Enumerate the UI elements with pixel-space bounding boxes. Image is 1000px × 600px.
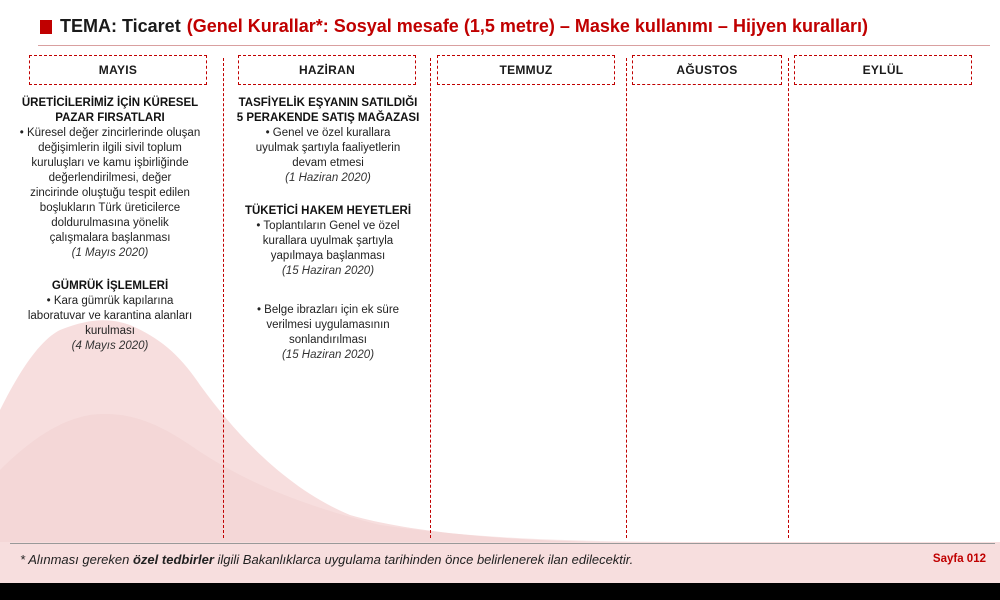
column-divider [430,58,431,538]
section-title: 5 PERAKENDE SATIŞ MAĞAZASI [236,112,420,124]
bullet-text: uyulmak şartıyla faaliyetlerin [255,142,401,154]
page-number: Sayfa 012 [932,553,986,565]
header-divider [38,45,990,46]
section-title: PAZAR FIRSATLARI [55,112,165,124]
header-bullet-square [40,20,52,34]
column-divider [223,58,224,538]
bullet-text: kurulması [85,325,135,337]
month-header-haziran: HAZİRAN [238,55,416,85]
bullet-text: • Toplantıların Genel ve özel [256,220,400,232]
bullet-text: değişimlerin ilgili sivil toplum [38,142,182,154]
bullet-text: • Küresel değer zincirlerinde oluşan [19,127,201,139]
column-mayis [2,96,218,354]
bullet-text: kurallara uyulmak şartıyla [262,235,394,247]
bullet-text: değerlendirilmesi, değer [48,172,172,184]
date-label: (4 Mayıs 2020) [71,340,149,352]
section-title: TASFİYELİK EŞYANIN SATILDIĞI [238,97,418,109]
bullet-text: doldurulmasına yönelik [51,217,169,229]
date-label: (1 Mayıs 2020) [71,247,149,259]
bullet-text: kuruluşları ve kamu işbirliğinde [31,157,189,169]
date-label: (15 Haziran 2020) [281,265,375,277]
bullet-text: devam etmesi [292,157,364,169]
bullet-text: çalışmalara başlanması [49,232,171,244]
section-title: GÜMRÜK İŞLEMLERİ [51,280,169,292]
column-divider [788,58,789,538]
date-label: (1 Haziran 2020) [285,172,371,184]
section-title: TÜKETİCİ HAKEM HEYETLERİ [244,205,412,217]
bullet-text: laboratuvar ve karantina alanları [27,310,193,322]
bullet-text: • Kara gümrük kapılarına [46,295,174,307]
bullet-text: verilmesi uygulamasının [266,319,390,331]
column-divider [626,58,627,538]
date-label: (15 Haziran 2020) [281,349,375,361]
page-title: TEMA: Ticaret [60,16,181,36]
bullet-text: • Belge ibrazları için ek süre [256,304,400,316]
bullet-text: boşlukların Türk üreticilerce [39,202,181,214]
bullet-text: • Genel ve özel kurallara [265,127,391,139]
section-title: ÜRETİCİLERİMİZ İÇİN KÜRESEL [21,97,199,109]
footnote [20,552,633,567]
bullet-text: sonlandırılması [289,334,367,346]
month-header-temmuz: TEMMUZ [437,55,615,85]
header [40,16,868,37]
bullet-text: yapılmaya başlanması [270,250,386,262]
column-haziran [228,96,428,363]
month-header-agustos: AĞUSTOS [632,55,782,85]
footnote-bold: özel tedbirler [132,552,214,567]
footer-divider [10,543,995,544]
month-header-eylul: EYLÜL [794,55,972,85]
footnote-post: ilgili Bakanlıklarca uygulama tarihinden önce belirlenerek ilan edilecektir. [213,552,634,567]
month-header-mayis: MAYIS [29,55,207,85]
bullet-text: zincirinde oluştuğu tespit edilen [30,187,190,199]
footnote-star: * [20,552,29,567]
page-subtitle: (Genel Kurallar*: Sosyal mesafe (1,5 metre) – Maske kullanımı – Hijyen kuralları) [186,16,868,36]
footnote-pre: Alınması gereken [28,552,133,567]
